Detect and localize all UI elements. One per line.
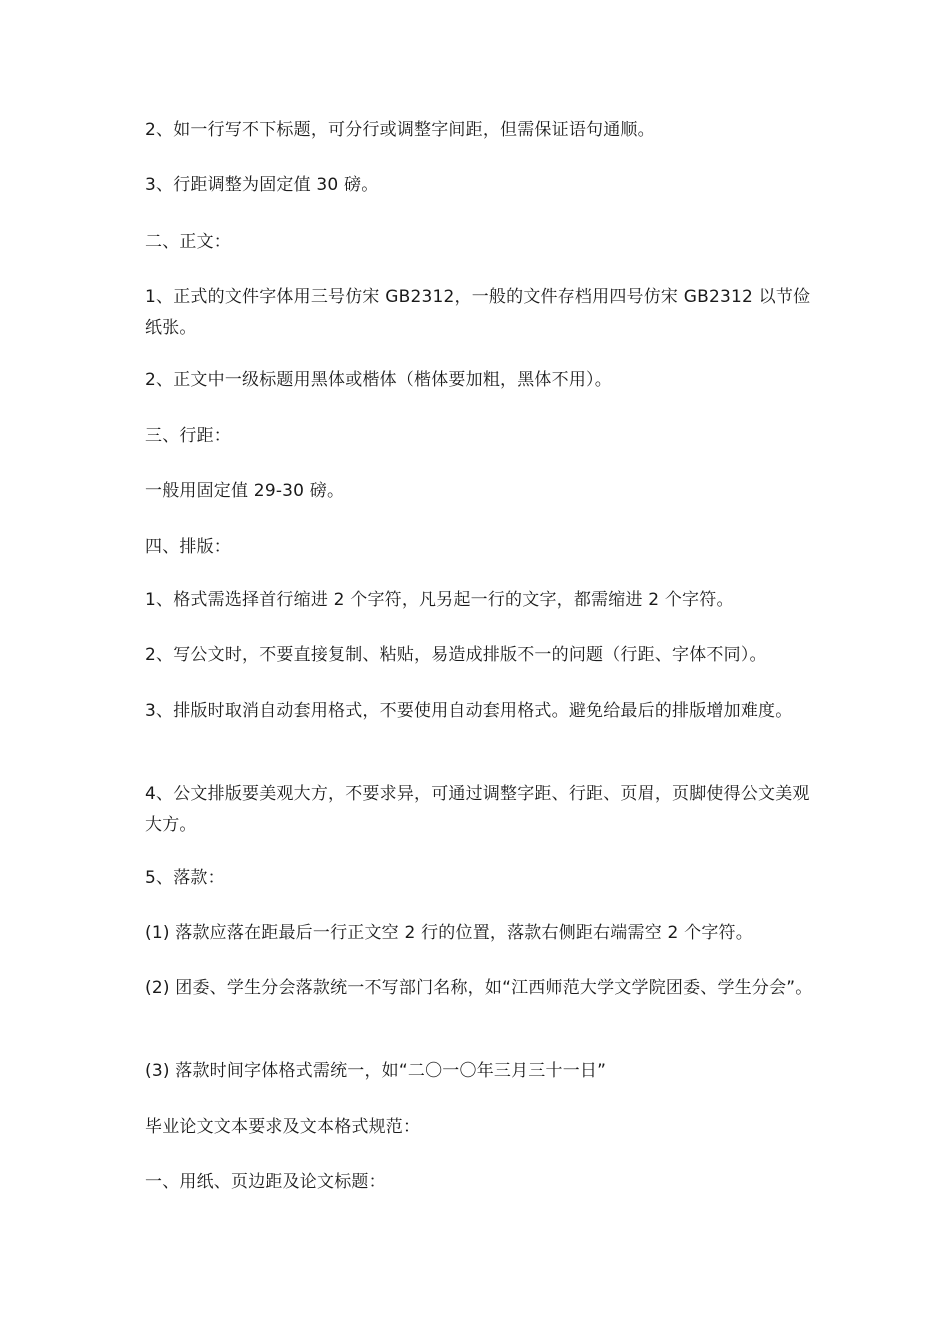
paragraph-title-line-rule: 2、如一行写不下标题，可分行或调整字间距，但需保证语句通顺。 xyxy=(145,120,655,140)
paragraph-signature-date: (3) 落款时间字体格式需统一，如“二〇一〇年三月三十一日” xyxy=(145,1061,607,1081)
paragraph-signature-heading: 5、落款： xyxy=(145,868,225,888)
paragraph-layout-autoformat: 3、排版时取消自动套用格式，不要使用自动套用格式。避免给最后的排版增加难度。 xyxy=(145,701,793,721)
section-heading-body-text: 二、正文： xyxy=(145,232,231,252)
paragraph-body-headings: 2、正文中一级标题用黑体或楷体（楷体要加粗，黑体不用）。 xyxy=(145,370,612,390)
paragraph-layout-aesthetics: 4、公文排版要美观大方，不要求异，可通过调整字距、行距、页眉，页脚使得公文美观大方。 xyxy=(145,784,810,835)
paragraph-signature-position: (1) 落款应落在距最后一行正文空 2 行的位置，落款右侧距右端需空 2 个字符。 xyxy=(145,923,753,943)
paragraph-layout-indent: 1、格式需选择首行缩进 2 个字符，凡另起一行的文字，都需缩进 2 个字符。 xyxy=(145,590,734,610)
paragraph-signature-name: (2) 团委、学生分会落款统一不写部门名称，如“江西师范大学文学院团委、学生分会”。 xyxy=(145,978,813,998)
section-heading-layout: 四、排版： xyxy=(145,537,231,557)
paragraph-body-font: 1、正式的文件字体用三号仿宋 GB2312，一般的文件存档用四号仿宋 GB2312 以节俭纸张。 xyxy=(145,287,811,338)
section-heading-line-spacing: 三、行距： xyxy=(145,426,231,446)
paragraph-line-spacing-value: 一般用固定值 29-30 磅。 xyxy=(145,481,345,501)
heading-thesis-requirements: 毕业论文文本要求及文本格式规范： xyxy=(145,1117,421,1137)
paragraph-title-line-spacing: 3、行距调整为固定值 30 磅。 xyxy=(145,175,379,195)
section-heading-paper-margins: 一、用纸、页边距及论文标题： xyxy=(145,1172,386,1192)
paragraph-layout-no-paste: 2、写公文时，不要直接复制、粘贴，易造成排版不一的问题（行距、字体不同）。 xyxy=(145,645,767,665)
